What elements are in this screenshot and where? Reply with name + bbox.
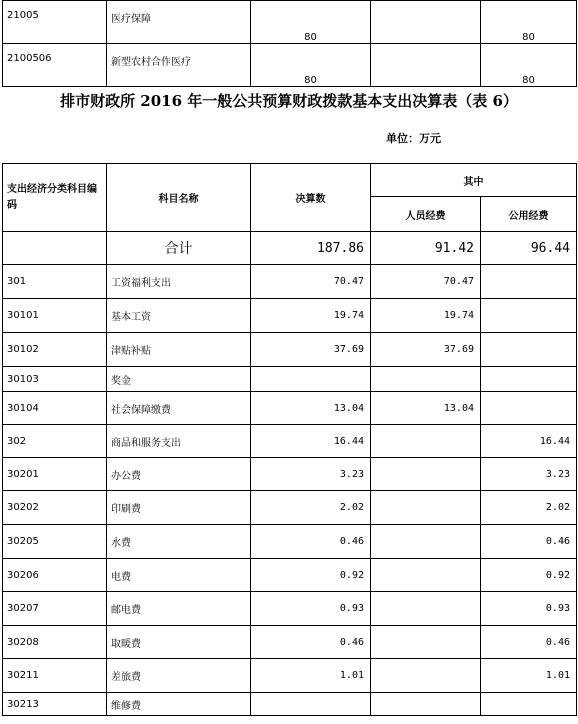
- row-code: 30207: [3, 592, 107, 626]
- row-public: 0.92: [481, 559, 577, 592]
- row-personnel: [371, 44, 481, 87]
- table-row: [3, 458, 577, 491]
- row-total: 0.92: [251, 559, 371, 592]
- row-code: 302: [3, 425, 107, 458]
- row-name: 奖金: [107, 367, 251, 392]
- row-name: 取暖费: [107, 626, 251, 659]
- row-code: 2100506: [3, 44, 107, 87]
- row-personnel: [371, 659, 481, 693]
- table-row: [3, 693, 577, 716]
- row-name: 新型农村合作医疗: [107, 44, 251, 87]
- row-total: 2.02: [251, 491, 371, 525]
- row-code: 30102: [3, 333, 107, 367]
- table-row: [3, 659, 577, 693]
- row-code: 30205: [3, 525, 107, 559]
- row-public: [481, 392, 577, 425]
- row-code: 30211: [3, 659, 107, 693]
- row-name: 印刷费: [107, 491, 251, 525]
- row-total: 80: [251, 1, 371, 44]
- row-public: 3.23: [481, 458, 577, 491]
- row-public: 0.93: [481, 592, 577, 626]
- row-public: 80: [481, 1, 577, 44]
- table-row: [3, 559, 577, 592]
- row-total: 19.74: [251, 299, 371, 333]
- row-code: 30201: [3, 458, 107, 491]
- total-label: 合计: [107, 232, 251, 265]
- table-row: [3, 367, 577, 392]
- row-public: 2.02: [481, 491, 577, 525]
- row-name: 商品和服务支出: [107, 425, 251, 458]
- row-code: 30103: [3, 367, 107, 392]
- row-total: 80: [251, 44, 371, 87]
- row-personnel: 19.74: [371, 299, 481, 333]
- row-personnel: [371, 693, 481, 716]
- top-table-fragment: [2, 0, 577, 87]
- table-row: [3, 392, 577, 425]
- table-row: [3, 626, 577, 659]
- table-row: [3, 333, 577, 367]
- table-row: [3, 425, 577, 458]
- row-total: 13.04: [251, 392, 371, 425]
- row-public: 16.44: [481, 425, 577, 458]
- row-name: 维修费: [107, 693, 251, 716]
- row-code: 30101: [3, 299, 107, 333]
- row-code: 21005: [3, 1, 107, 44]
- total-public: 96.44: [481, 232, 577, 265]
- row-code: 30206: [3, 559, 107, 592]
- header-total: 决算数: [251, 164, 371, 232]
- row-name: 工资福利支出: [107, 265, 251, 299]
- row-personnel: [371, 491, 481, 525]
- row-public: 80: [481, 44, 577, 87]
- row-code: 30104: [3, 392, 107, 425]
- row-name: 医疗保障: [107, 1, 251, 44]
- row-total: 1.01: [251, 659, 371, 693]
- total-row: [3, 232, 577, 265]
- table-row: [3, 525, 577, 559]
- row-name: 办公费: [107, 458, 251, 491]
- row-total: 16.44: [251, 425, 371, 458]
- row-public: [481, 265, 577, 299]
- row-personnel: [371, 626, 481, 659]
- row-personnel: [371, 592, 481, 626]
- row-name: 津贴补贴: [107, 333, 251, 367]
- table-row: [3, 491, 577, 525]
- row-total: 0.93: [251, 592, 371, 626]
- total-personnel: 91.42: [371, 232, 481, 265]
- row-name: 基本工资: [107, 299, 251, 333]
- row-name: 邮电费: [107, 592, 251, 626]
- row-public: 0.46: [481, 525, 577, 559]
- row-code: 30202: [3, 491, 107, 525]
- table-row: [3, 265, 577, 299]
- table-row: [3, 592, 577, 626]
- report-title: 排市财政所 2016 年一般公共预算财政拨款基本支出决算表（表 6）: [60, 92, 518, 110]
- row-personnel: 37.69: [371, 333, 481, 367]
- row-public: [481, 693, 577, 716]
- row-name: 差旅费: [107, 659, 251, 693]
- row-public: [481, 333, 577, 367]
- unit-label: 单位：万元: [386, 132, 441, 145]
- row-total: 3.23: [251, 458, 371, 491]
- table-row: [3, 1, 577, 44]
- row-personnel: [371, 559, 481, 592]
- row-total: 0.46: [251, 525, 371, 559]
- row-personnel: [371, 425, 481, 458]
- row-code: 30208: [3, 626, 107, 659]
- row-personnel: [371, 1, 481, 44]
- table-row: [3, 44, 577, 87]
- total-value: 187.86: [251, 232, 371, 265]
- header-name: 科目名称: [107, 164, 251, 232]
- row-total: [251, 693, 371, 716]
- row-personnel: 13.04: [371, 392, 481, 425]
- row-public: [481, 299, 577, 333]
- row-personnel: 70.47: [371, 265, 481, 299]
- row-total: [251, 367, 371, 392]
- row-public: [481, 367, 577, 392]
- table-row: [3, 299, 577, 333]
- row-code: 301: [3, 265, 107, 299]
- header-personnel: 人员经费: [371, 197, 481, 232]
- row-public: 1.01: [481, 659, 577, 693]
- row-personnel: [371, 458, 481, 491]
- header-public: 公用经费: [481, 197, 577, 232]
- row-code: 30213: [3, 693, 107, 716]
- row-personnel: [371, 525, 481, 559]
- row-total: 70.47: [251, 265, 371, 299]
- row-name: 社会保障缴费: [107, 392, 251, 425]
- row-total: 0.46: [251, 626, 371, 659]
- header-code: 支出经济分类科目编码: [3, 164, 107, 232]
- row-total: 37.69: [251, 333, 371, 367]
- row-name: 电费: [107, 559, 251, 592]
- expenditure-table: [2, 163, 577, 716]
- row-name: 水费: [107, 525, 251, 559]
- row-personnel: [371, 367, 481, 392]
- row-public: 0.46: [481, 626, 577, 659]
- header-of-which: 其中: [371, 164, 577, 197]
